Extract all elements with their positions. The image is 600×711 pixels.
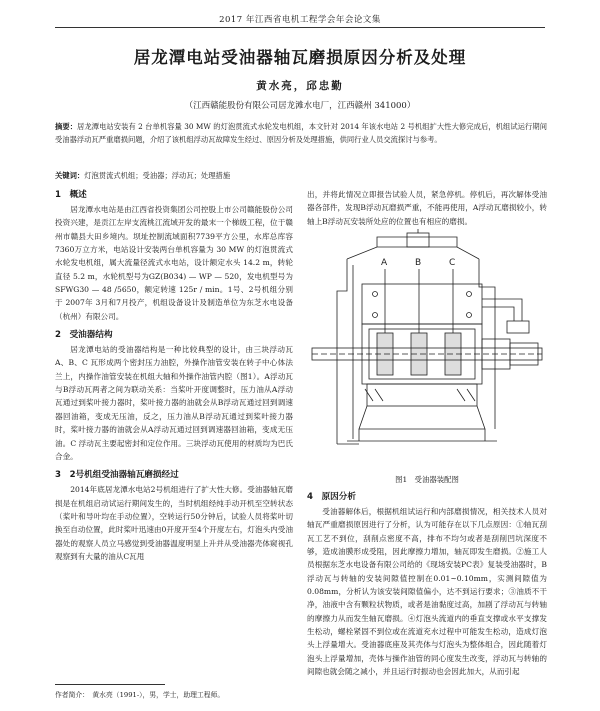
figure-caption: 图1 受油器装配图 — [395, 475, 459, 485]
keywords-label: 关键词： — [55, 171, 85, 180]
abstract-text: 居龙潭电站安装有 2 台单机容量 30 MW 的灯泡贯流式水轮发电机组，本文针对 2014 年该水电站 2 号机组扩大性大修完成后，机组试运行期间受油器浮动瓦严重磨损问题，介绍了该机组浮动瓦故障发生经过、原因分析及处理措施，供同行业人员交流探讨与参考。 — [55, 122, 548, 144]
section-heading-cause-analysis: 4 原因分析 — [307, 492, 356, 503]
paragraph-wear-process: 2014年底居龙潭水电站2号机组进行了扩大性大修。受油器轴瓦磨损是在机组启动试运行期间发生的，当时机组经纯手动开机至空转状态（桨叶和导叶均在手动位置），空转运行50分钟后，试验人员将桨叶切换至自动位置，此时桨叶迅速由0开度开至4个开度左右，灯泡头内受油器处的观察人员立马感觉到受油器温度明显上升并从受油器壳体窥视孔观察到有大量的油从C瓦甩 — [55, 485, 293, 561]
paragraph-wear-process-continued: 出，并将此情况立即报告试验人员，紧急停机。停机后，再次解体受油器各部件，发现B浮动瓦磨损严重，不能再使用，A浮动瓦磨损较小，转轴上B浮动瓦安装所处应的位置也有相应的磨损。 — [307, 190, 547, 226]
header-rule — [55, 27, 545, 28]
pad-label-a: A — [381, 258, 388, 269]
right-column — [307, 188, 547, 679]
abstract-label: 摘要： — [55, 122, 78, 131]
paragraph-overview: 居龙潭水电站是由江西省投资集团公司控股上市公司赣能股份公司投资兴建，是贡江左岸支流桃江流域开发的最末一个梯级工程，位于赣州市赣县大田乡境内。坝址控制流域面积7739平方公里，水库总库容7360万立方米，电站设计安装两台单机容量为 30 MW 的灯泡贯流式水轮发电机组，属大流量径流式水电站，设计额定水头 14.2 m，转轮直径 5.2 m，水轮机型号为GZ(B034) — WP — 520，发电机型号为 SFWG30 — 48 /5650，额定转速 125r / min。1号、2号机组分别于 2007年 3月和7月投产，机组设备设计及制造单位为东芝水电设备（杭州）有限公司。 — [55, 205, 293, 321]
left-column — [55, 188, 293, 563]
affiliation: （江西赣能股份有限公司居龙滩水电厂，江西赣州 341000） — [184, 101, 416, 111]
running-header: 2017 年江西省电机工程学会年会论文集 — [219, 15, 381, 25]
author-footnote: 作者简介： 黄水亮（1991-），男，学士，助理工程师。 — [55, 691, 225, 699]
paper-title: 居龙潭电站受油器轴瓦磨损原因分析及处理 — [133, 48, 467, 67]
paragraph-cause-analysis: 受油器解体后，根据机组试运行和内部磨损情况，相关技术人员对轴瓦严重磨损原因进行了分析，认为可能存在以下几点原因：①轴瓦刮瓦工艺不到位，刮削点密度不高，排布不均匀或者是刮削凹坑深度不够，造成油膜形成受阻，因此摩擦力增加，轴瓦即发生磨损。②施工人员根据东芝水电设备有限公司给的《现场安装PC表》复装受油器时，B浮动瓦与转轴的安装间隙值控制在0.01~0.10mm，实测间隙值为 0.08mm，分析认为该安装间隙值偏小，达不到运行要求；③油质不干净，油液中含有颗粒状物质，或者是油黏度过高，加剧了浮动瓦与转轴的摩擦力从而发生轴瓦磨损。④灯泡头流道内的垂直支撑或水平支撑发生松动，螺栓紧固不到位或在流道充水过程中可能发生松动，造成灯泡头上浮量增大。受油器底座及其壳体与灯泡头为整体组合，因此随着灯泡头上浮量增加，壳体与操作油管的同心度发生改变，浮动瓦与转轴的间隙也就会随之减小，并且运行时振动也会因此加大，从而引起 — [307, 507, 547, 677]
keywords-text: 灯泡贯流式机组；受油器；浮动瓦；处理措施 — [84, 171, 231, 180]
assembly-drawing — [307, 229, 547, 469]
pad-label-b: B — [415, 258, 422, 269]
section-heading-structure: 2 受油器结构 — [55, 330, 113, 341]
pad-label-c: C — [449, 258, 456, 269]
keywords — [55, 170, 547, 182]
figure-oil-receiver-assembly — [307, 229, 547, 485]
footnote-rule — [55, 684, 165, 685]
paragraph-structure: 居龙潭电站的受油器结构是一种比较典型的设计，由三块浮动瓦A、B、C 瓦形成两个密封压力油腔，外操作油管安装在转子中心体法兰上，内操作油管安装在机组大轴和外操作油管内腔（图1）。A浮动瓦与B浮动瓦两者之间为联动关系：当桨叶开度调整时，压力油从A浮动瓦通过到桨叶接力器时，桨叶接力器的油就会从B浮动瓦通过回到调速器回油箱，变成无压油，反之，压力油从B浮动瓦通过到桨叶接力器时，桨叶接力器的油就会从A浮动瓦通过回到调速器回油箱，变成无压油。C 浮动瓦主要起密封和定位作用。三块浮动瓦使用的材质均为巴氏合金。 — [55, 345, 293, 461]
abstract — [55, 121, 547, 146]
authors: 黄水亮，邱忠勤 — [256, 80, 344, 92]
section-heading-overview: 1 概述 — [55, 190, 87, 200]
section-heading-wear-process: 3 2号机组受油器轴瓦磨损经过 — [55, 470, 179, 481]
